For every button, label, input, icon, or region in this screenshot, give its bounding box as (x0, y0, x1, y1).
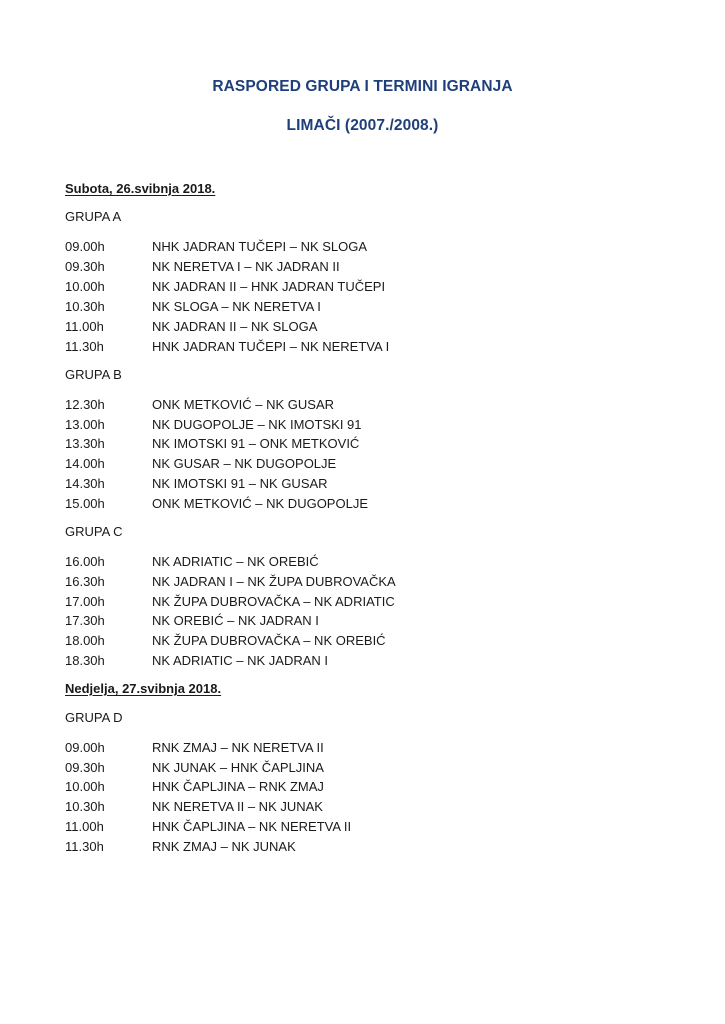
match-time: 16.30h (65, 574, 105, 589)
match-teams: NK NERETVA II – NK JUNAK (152, 799, 323, 814)
match-row (65, 779, 705, 799)
match-teams: NK ADRIATIC – NK JADRAN I (152, 653, 329, 668)
match-row (65, 436, 705, 456)
match-teams: NK OREBIĆ – NK JADRAN I (152, 613, 319, 628)
match-time: 18.30h (65, 653, 105, 668)
match-time: 14.30h (65, 476, 105, 491)
match-row (65, 417, 705, 437)
match-time: 13.30h (65, 436, 105, 451)
match-row (65, 594, 705, 614)
match-time: 09.00h (65, 239, 105, 254)
match-time: 17.00h (65, 594, 105, 609)
match-time: 09.30h (65, 259, 105, 274)
match-row (65, 633, 705, 653)
document-subtitle: LIMAČI (2007./2008.) (286, 117, 439, 134)
match-teams: ONK METKOVIĆ – NK GUSAR (152, 397, 335, 412)
day-heading: Nedjelja, 27.svibnja 2018. (65, 681, 222, 696)
match-row (65, 740, 705, 760)
group-heading: GRUPA D (65, 710, 123, 725)
match-row (65, 839, 705, 859)
document-title: RASPORED GRUPA I TERMINI IGRANJA (212, 78, 513, 95)
match-teams: NK SLOGA – NK NERETVA I (152, 299, 321, 314)
match-time: 09.00h (65, 740, 105, 755)
match-teams: RNK ZMAJ – NK JUNAK (152, 839, 296, 854)
match-teams: NK JADRAN II – NK SLOGA (152, 319, 318, 334)
match-time: 10.00h (65, 779, 105, 794)
group-heading: GRUPA A (65, 209, 122, 224)
match-time: 15.00h (65, 496, 105, 511)
match-time: 10.00h (65, 279, 105, 294)
match-row (65, 339, 705, 359)
match-row (65, 319, 705, 339)
group-heading: GRUPA C (65, 524, 123, 539)
match-time: 10.30h (65, 299, 105, 314)
match-teams: NK DUGOPOLJE – NK IMOTSKI 91 (152, 417, 362, 432)
match-teams: NK ŽUPA DUBROVAČKA – NK ADRIATIC (152, 594, 395, 609)
match-row (65, 760, 705, 780)
match-row (65, 653, 705, 673)
group-heading: GRUPA B (65, 367, 122, 382)
match-teams: NK IMOTSKI 91 – ONK METKOVIĆ (152, 436, 360, 451)
match-time: 11.30h (65, 839, 104, 854)
match-row (65, 476, 705, 496)
match-teams: ONK METKOVIĆ – NK DUGOPOLJE (152, 496, 368, 511)
match-teams: HNK ČAPLJINA – RNK ZMAJ (152, 779, 324, 794)
match-teams: NK GUSAR – NK DUGOPOLJE (152, 456, 337, 471)
match-row (65, 239, 705, 259)
match-time: 12.30h (65, 397, 105, 412)
match-row (65, 259, 705, 279)
match-teams: NK ŽUPA DUBROVAČKA – NK OREBIĆ (152, 633, 386, 648)
match-time: 13.00h (65, 417, 105, 432)
match-time: 09.30h (65, 760, 105, 775)
match-time: 14.00h (65, 456, 105, 471)
match-row (65, 799, 705, 819)
match-time: 16.00h (65, 554, 105, 569)
match-row (65, 819, 705, 839)
match-time: 11.00h (65, 319, 104, 334)
match-row (65, 397, 705, 417)
match-time: 11.30h (65, 339, 104, 354)
match-row (65, 496, 705, 516)
match-row (65, 456, 705, 476)
match-row (65, 554, 705, 574)
match-time: 18.00h (65, 633, 105, 648)
match-teams: NK JADRAN I – NK ŽUPA DUBROVAČKA (152, 574, 396, 589)
day-heading: Subota, 26.svibnja 2018. (65, 181, 216, 196)
match-teams: NK NERETVA I – NK JADRAN II (152, 259, 340, 274)
match-time: 10.30h (65, 799, 105, 814)
match-teams: NK JADRAN II – HNK JADRAN TUČEPI (152, 279, 386, 294)
match-teams: RNK ZMAJ – NK NERETVA II (152, 740, 324, 755)
match-teams: NK IMOTSKI 91 – NK GUSAR (152, 476, 328, 491)
match-teams: NK JUNAK – HNK ČAPLJINA (152, 760, 324, 775)
match-time: 11.00h (65, 819, 104, 834)
match-row (65, 574, 705, 594)
match-teams: NK ADRIATIC – NK OREBIĆ (152, 554, 319, 569)
match-row (65, 299, 705, 319)
match-row (65, 279, 705, 299)
match-teams: HNK ČAPLJINA – NK NERETVA II (152, 819, 352, 834)
match-teams: HNK JADRAN TUČEPI – NK NERETVA I (152, 339, 390, 354)
match-time: 17.30h (65, 613, 105, 628)
match-teams: NHK JADRAN TUČEPI – NK SLOGA (152, 239, 368, 254)
match-row (65, 613, 705, 633)
